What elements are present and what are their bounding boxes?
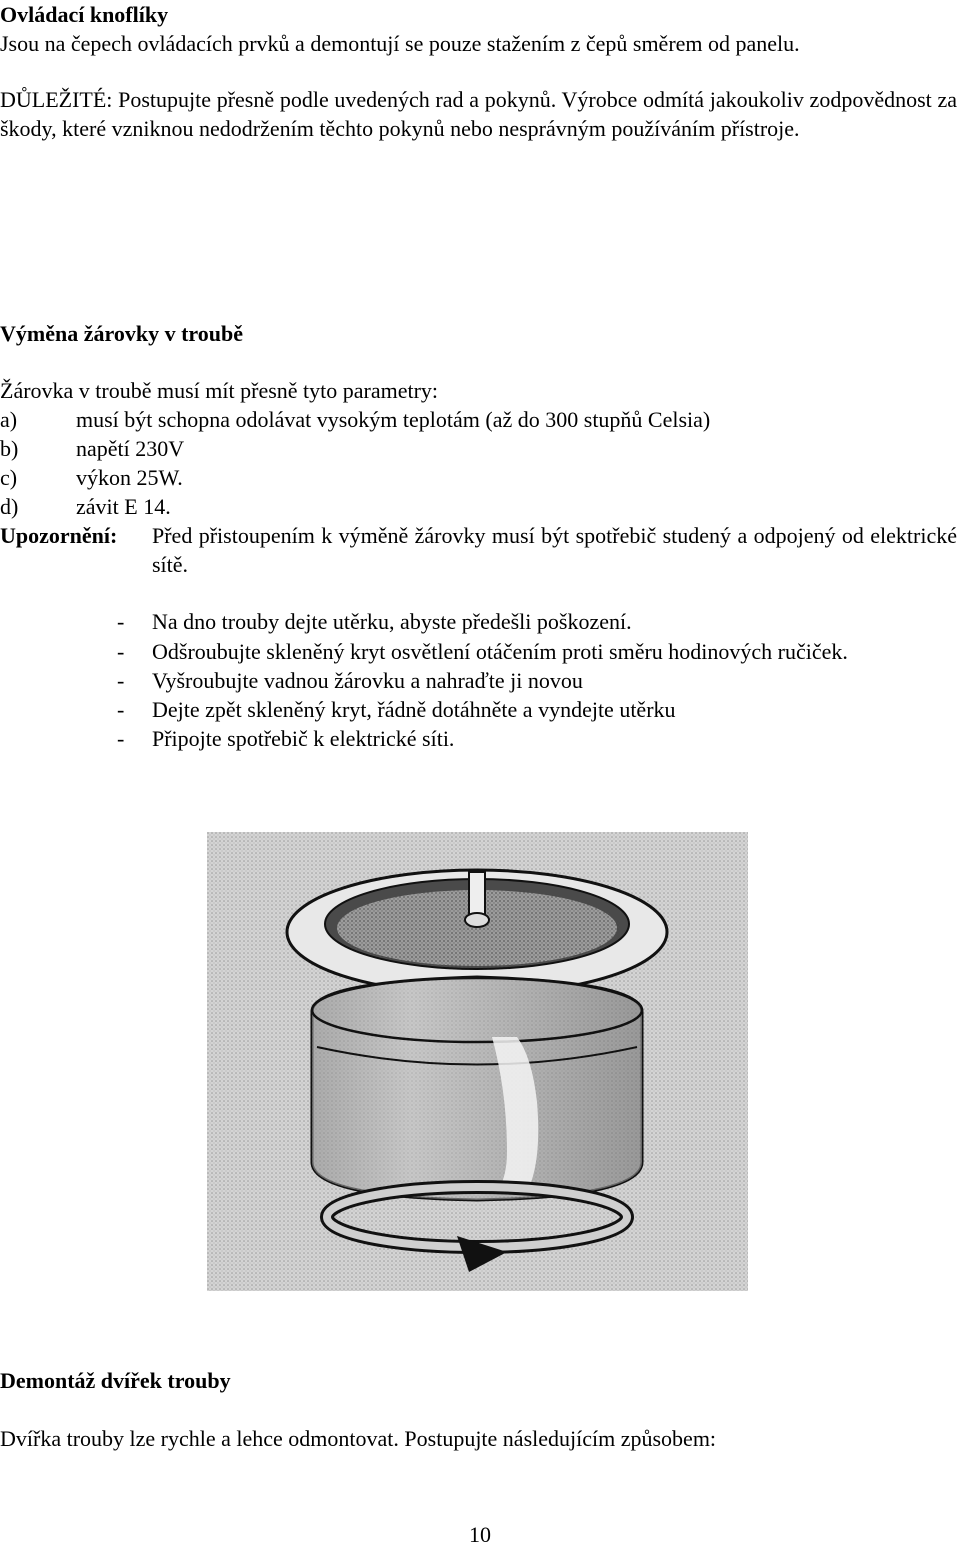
bulb-heading: Výměna žárovky v troubě bbox=[0, 321, 244, 346]
controls-text: Jsou na čepech ovládacích prvků a demontují se pouze stažením z čepů směrem od panelu. bbox=[0, 31, 800, 56]
param-label: c) bbox=[0, 465, 18, 490]
step-text: Vyšroubujte vadnou žárovku a nahraďte ji novou bbox=[152, 668, 583, 693]
door-heading: Demontáž dvířek trouby bbox=[0, 1368, 231, 1393]
important-notice: DŮLEŽITÉ: Postupujte přesně podle uvedených rad a pokynů. Výrobce odmítá jakoukoliv zodpovědnost za škody, které vzniknou nedodržením těchto pokynů nebo nesprávným používáním přístroje. bbox=[0, 87, 957, 141]
step-text: Dejte zpět skleněný kryt, řádně dotáhněte a vyndejte utěrku bbox=[152, 697, 676, 722]
step-dash: - bbox=[117, 639, 125, 664]
bulb-intro: Žárovka v troubě musí mít přesně tyto parametry: bbox=[0, 378, 439, 403]
param-text: výkon 25W. bbox=[76, 465, 183, 490]
param-label: d) bbox=[0, 494, 19, 519]
door-text: Dvířka trouby lze rychle a lehce odmontovat. Postupujte následujícím způsobem: bbox=[0, 1426, 717, 1451]
lamp-cover-illustration bbox=[207, 832, 748, 1291]
param-text: závit E 14. bbox=[76, 494, 171, 519]
param-item bbox=[0, 405, 960, 434]
param-label: a) bbox=[0, 407, 18, 432]
step-dash: - bbox=[117, 697, 125, 722]
step-item bbox=[0, 695, 960, 724]
step-item bbox=[0, 724, 960, 753]
step-dash: - bbox=[117, 726, 125, 751]
step-item bbox=[0, 666, 960, 695]
step-item bbox=[0, 637, 960, 666]
param-item bbox=[0, 463, 960, 492]
step-item bbox=[0, 607, 960, 636]
param-item bbox=[0, 434, 960, 463]
controls-heading: Ovládací knoflíky bbox=[0, 2, 169, 27]
page-number: 10 bbox=[469, 1522, 491, 1547]
warning-label: Upozornění: bbox=[0, 523, 118, 548]
step-dash: - bbox=[117, 668, 125, 693]
step-text: Na dno trouby dejte utěrku, abyste předešli poškození. bbox=[152, 609, 632, 634]
param-item bbox=[0, 492, 960, 521]
step-text: Připojte spotřebič k elektrické síti. bbox=[152, 726, 455, 751]
param-label: b) bbox=[0, 436, 19, 461]
param-text: napětí 230V bbox=[76, 436, 185, 461]
step-dash: - bbox=[117, 609, 125, 634]
warning-block bbox=[0, 521, 960, 581]
param-text: musí být schopna odolávat vysokým teplotám (až do 300 stupňů Celsia) bbox=[76, 407, 711, 432]
step-text: Odšroubujte skleněný kryt osvětlení otáčením proti směru hodinových ručiček. bbox=[152, 639, 848, 664]
warning-text: Před přistoupením k výměně žárovky musí být spotřebič studený a odpojený od elektrické sítě. bbox=[152, 523, 957, 577]
